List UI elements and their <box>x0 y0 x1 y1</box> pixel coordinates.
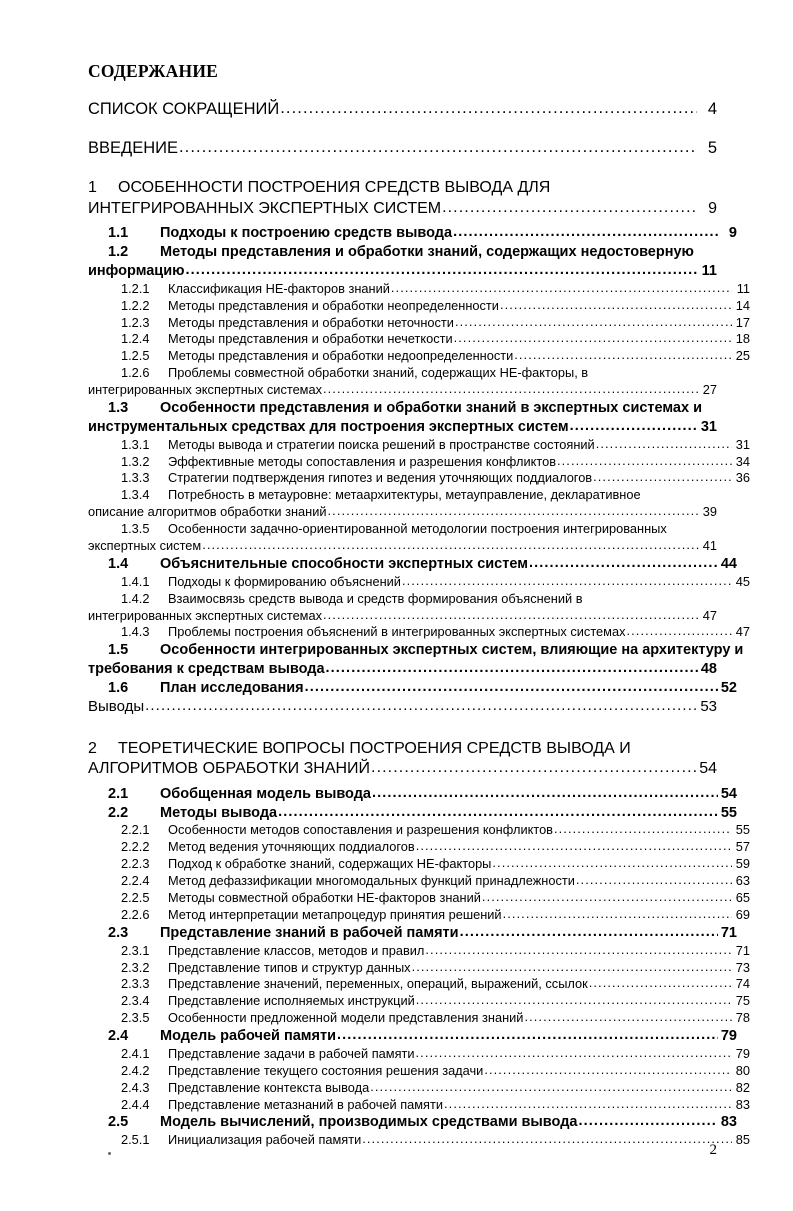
toc-entry-1-6[interactable] <box>108 679 737 698</box>
toc-chapter-heading-2[interactable] <box>88 739 717 780</box>
page-number: 4 <box>707 100 717 119</box>
entry-title: Представление текущего состояния решения задачи <box>168 1062 484 1078</box>
entry-number: 2.3.3 <box>121 976 150 992</box>
toc-entry-conclusion-1[interactable] <box>88 698 717 715</box>
dot-leader <box>412 959 732 976</box>
dot-leader <box>391 280 732 297</box>
toc-entry-2-4-1[interactable] <box>121 1046 750 1063</box>
toc-entry-1-4-1[interactable] <box>121 574 750 591</box>
page-number: 25 <box>735 348 750 364</box>
dot-leader <box>425 942 732 959</box>
toc-entry-1-3-5[interactable] <box>88 521 750 555</box>
entry-number: 1.2 <box>108 244 129 261</box>
page-number: 48 <box>700 661 717 678</box>
front-matter-list <box>88 100 717 158</box>
page-number: 34 <box>735 453 750 469</box>
dot-leader <box>442 198 697 218</box>
entry-number: 1.2.4 <box>121 331 150 347</box>
entry-title: Проблемы совместной обработки знаний, содержащих НЕ-факторы, в <box>168 365 589 381</box>
entry-number: 2.2.5 <box>121 890 150 905</box>
entry-number: 1.4 <box>108 555 129 572</box>
entry-title: Модель рабочей памяти <box>160 1028 336 1045</box>
entry-number: 2.3.1 <box>121 942 150 958</box>
page-number: 18 <box>735 331 750 347</box>
dot-leader <box>557 453 732 470</box>
entry-title: Взаимосвязь средств вывода и средств формирования объяснений в <box>168 590 583 606</box>
entry-title: Методы представления и обработки нечеткости <box>168 331 453 347</box>
page-number: 59 <box>735 856 750 872</box>
entry-number: 2.3 <box>108 924 129 941</box>
page-number: 82 <box>735 1079 750 1095</box>
entry-number: 1.3 <box>108 399 129 416</box>
entry-title-continued: экспертных систем <box>88 537 202 553</box>
entry-title: Представление метазнаний в рабочей памяти <box>168 1096 444 1112</box>
page-number: 55 <box>720 804 737 821</box>
dot-leader <box>578 1112 718 1131</box>
page-number: 63 <box>735 873 750 889</box>
toc-entry-2-4-4[interactable] <box>121 1097 750 1114</box>
dot-leader <box>305 678 718 697</box>
entry-number: 1.2.3 <box>121 314 150 330</box>
entry-title: Представление исполняемых инструкций <box>168 993 415 1009</box>
page-number: 27 <box>702 382 717 398</box>
dot-leader <box>570 417 698 436</box>
entry-number: 1.5 <box>108 642 129 659</box>
dot-leader <box>482 889 732 906</box>
entry-title: План исследования <box>160 679 304 696</box>
chapter-title-line1: ОСОБЕННОСТИ ПОСТРОЕНИЯ СРЕДСТВ ВЫВОДА ДЛЯ <box>118 179 551 197</box>
toc-entry-2-2[interactable] <box>108 804 737 823</box>
page-number: 54 <box>720 785 737 802</box>
toc-entry-2-2-5[interactable] <box>121 890 750 907</box>
dot-leader <box>278 803 718 822</box>
entry-title: СПИСОК СОКРАЩЕНИЙ <box>88 100 280 119</box>
page-number: 65 <box>735 890 750 905</box>
dot-leader <box>589 975 732 992</box>
page-number: 9 <box>708 199 717 217</box>
entry-title: Методы представления и обработки неточности <box>168 314 454 330</box>
dot-leader <box>514 347 732 364</box>
toc-entry-1-3-1[interactable] <box>121 437 750 454</box>
dot-leader <box>372 784 718 803</box>
entry-number: 2.3.4 <box>121 993 150 1009</box>
page-number: 11 <box>736 280 750 296</box>
dot-leader <box>323 607 699 624</box>
page-number: 17 <box>735 314 750 330</box>
page-number: 5 <box>707 139 717 158</box>
dot-leader <box>179 138 697 157</box>
entry-title: Особенности представления и обработки знаний в экспертных системах и <box>160 399 703 416</box>
page-number: 31 <box>735 436 750 452</box>
chapter-number: 1 <box>88 179 97 197</box>
entry-number: 1.2.1 <box>121 280 150 296</box>
entry-title: Представление типов и структур данных <box>168 959 411 975</box>
toc-entry-2-3-2[interactable] <box>121 960 750 977</box>
page-number: 78 <box>735 1010 750 1026</box>
page-number: 79 <box>735 1045 750 1061</box>
page-number: 14 <box>735 297 750 313</box>
dot-leader <box>524 1009 732 1026</box>
entry-number: 2.1 <box>108 785 129 802</box>
entry-number: 2.2.3 <box>121 856 150 872</box>
page-number: 9 <box>728 225 737 242</box>
page-number: 45 <box>735 573 750 589</box>
toc-entry-1-4[interactable] <box>108 555 737 574</box>
dot-leader <box>186 261 698 280</box>
dot-leader <box>371 758 697 778</box>
entry-number: 1.4.2 <box>121 590 150 606</box>
entry-number: 2.2.1 <box>121 822 150 838</box>
entry-title: Представление задачи в рабочей памяти <box>168 1045 415 1061</box>
entry-title: Представление значений, переменных, операций, выражений, ссылок <box>168 976 588 992</box>
toc-entry-2-2-6[interactable] <box>121 907 750 924</box>
entry-title: Проблемы построения объяснений в интегрированных экспертных системах <box>168 624 626 640</box>
entry-number: 1.4.3 <box>121 624 150 640</box>
toc-entry-front-0[interactable] <box>88 100 717 119</box>
page-number: 36 <box>735 470 750 486</box>
toc-entry-2-3-1[interactable] <box>121 943 750 960</box>
entry-number: 2.5.1 <box>121 1132 150 1148</box>
dot-leader <box>453 223 718 242</box>
page-number: 71 <box>720 924 737 941</box>
dot-leader <box>416 992 732 1009</box>
dot-leader <box>596 436 732 453</box>
chapter-number: 2 <box>88 739 97 757</box>
entry-title: Обобщенная модель вывода <box>160 785 371 802</box>
entry-number: 1.2.2 <box>121 297 150 313</box>
toc-entry-2-2-1[interactable] <box>121 822 750 839</box>
entry-title-continued: интегрированных экспертных системах <box>88 607 322 623</box>
entry-number: 2.4.1 <box>121 1045 150 1061</box>
page-number: 47 <box>702 607 717 623</box>
entry-number: 2.2.4 <box>121 873 150 889</box>
dot-leader <box>503 906 732 923</box>
toc-entry-2-4-3[interactable] <box>121 1080 750 1097</box>
page-number: 54 <box>699 760 717 778</box>
entry-title-continued: описание алгоритмов обработки знаний <box>88 504 327 520</box>
entry-number: 1.3.3 <box>121 470 150 486</box>
page-number: 83 <box>735 1096 750 1112</box>
entry-title: Подходы к построению средств вывода <box>160 225 453 242</box>
entry-number: 1.3.5 <box>121 521 150 537</box>
page-number: 73 <box>735 959 750 975</box>
dot-leader <box>529 554 718 573</box>
entry-title: Методы представления и обработки знаний, содержащих недостоверную <box>160 244 694 261</box>
page-number: 74 <box>735 976 750 992</box>
page-number: 53 <box>700 697 717 715</box>
dot-leader <box>454 330 732 347</box>
entry-number: 1.6 <box>108 679 129 696</box>
entry-title: Методы вывода и стратегии поиска решений в пространстве состояний <box>168 436 595 452</box>
toc-entry-1-2-4[interactable] <box>121 331 750 348</box>
entry-title: Представление контекста вывода <box>168 1079 370 1095</box>
toc-entry-1-2-5[interactable] <box>121 348 750 365</box>
entry-title: Особенности интегрированных экспертных систем, влияющие на архитектуру и <box>160 642 744 659</box>
dot-leader <box>444 1096 732 1113</box>
entry-number: 2.4.3 <box>121 1079 150 1095</box>
dot-leader <box>337 1026 718 1045</box>
entry-number: 1.3.1 <box>121 436 150 452</box>
entry-title: Эффективные методы сопоставления и разрешения конфликтов <box>168 453 556 469</box>
entry-title: Подходы к формированию объяснений <box>168 573 401 589</box>
toc-entry-1-2-3[interactable] <box>121 315 750 332</box>
entry-title: Метод ведения уточняющих поддиалогов <box>168 839 415 855</box>
dot-leader <box>416 1045 732 1062</box>
entry-number: 2.4 <box>108 1028 129 1045</box>
entry-title-continued: требования к средствам вывода <box>88 661 325 678</box>
entry-title: Методы вывода <box>160 804 278 821</box>
page-number: 75 <box>735 993 750 1009</box>
entry-title: Потребность в метауровне: метаархитектуры, метауправление, декларативное <box>168 487 641 503</box>
dot-leader <box>484 1062 732 1079</box>
dot-leader <box>280 99 697 118</box>
entry-number: 1.2.6 <box>121 365 150 381</box>
toc-entry-2-5[interactable] <box>108 1113 737 1132</box>
toc-content <box>88 61 750 1149</box>
toc-entry-2-1[interactable] <box>108 785 737 804</box>
dot-leader <box>328 503 699 520</box>
entry-title: Особенности предложенной модели представления знаний <box>168 1010 524 1026</box>
entry-title-continued: интегрированных экспертных системах <box>88 382 322 398</box>
entry-number: 2.2 <box>108 804 129 821</box>
entry-title: ВВЕДЕНИЕ <box>88 139 178 158</box>
entry-title: Выводы <box>88 697 145 715</box>
dot-leader <box>416 838 732 855</box>
page-number: 83 <box>720 1114 737 1131</box>
page-number: 47 <box>735 624 750 640</box>
dot-leader <box>323 381 699 398</box>
footer-page-number: 2 <box>709 1142 717 1158</box>
entry-title: Методы представления и обработки недоопределенности <box>168 348 514 364</box>
dot-leader <box>492 855 732 872</box>
toc-entry-2-3-4[interactable] <box>121 993 750 1010</box>
dot-leader <box>593 469 732 486</box>
toc-entry-1-5[interactable] <box>88 641 744 679</box>
entry-number: 2.3.2 <box>121 959 150 975</box>
toc-entry-2-2-4[interactable] <box>121 873 750 890</box>
page-number: 69 <box>735 906 750 922</box>
entry-number: 2.4.2 <box>121 1062 150 1078</box>
entry-number: 2.4.4 <box>121 1096 150 1112</box>
entry-title: Классификация НЕ-факторов знаний <box>168 280 390 296</box>
chapter-2-entries <box>88 785 750 1149</box>
entry-number: 2.3.5 <box>121 1010 150 1026</box>
entry-title: Представление классов, методов и правил <box>168 942 425 958</box>
entry-title-continued: информацию <box>88 262 185 279</box>
toc-entry-1-2-2[interactable] <box>121 298 750 315</box>
toc-entry-front-1[interactable] <box>88 139 717 158</box>
page-number: 52 <box>720 679 737 696</box>
dot-leader <box>460 923 718 942</box>
dot-leader <box>145 697 697 714</box>
entry-number: 1.2.5 <box>121 348 150 364</box>
dot-leader <box>576 872 732 889</box>
entry-title: Метод дефаззификации многомодальных функций принадлежности <box>168 873 575 889</box>
toc-entry-2-3[interactable] <box>108 924 737 943</box>
entry-title: Модель вычислений, производимых средствами вывода <box>160 1114 578 1131</box>
entry-title: Подход к обработке знаний, содержащих НЕ-факторы <box>168 856 492 872</box>
toc-entry-1-4-2[interactable] <box>88 590 750 625</box>
chapter-1-entries <box>88 224 750 698</box>
entry-title-continued: инструментальных средствах для построения экспертных систем <box>88 418 569 435</box>
page-number: 79 <box>720 1028 737 1045</box>
entry-title: Стратегии подтверждения гипотез и ведения уточняющих поддиалогов <box>168 470 593 486</box>
toc-entry-1-2-6[interactable] <box>88 365 750 399</box>
entry-number: 2.2.6 <box>121 906 150 922</box>
toc-entry-1-3[interactable] <box>88 399 737 437</box>
entry-number: 2.5 <box>108 1114 129 1131</box>
entry-title: Методы совместной обработки НЕ-факторов знаний <box>168 890 481 905</box>
page-number: 55 <box>735 822 750 838</box>
toc-entry-2-4-2[interactable] <box>121 1063 750 1080</box>
toc-entry-1-3-3[interactable] <box>121 470 750 487</box>
entry-number: 1.3.2 <box>121 453 150 469</box>
entry-title: Особенности методов сопоставления и разрешения конфликтов <box>168 822 553 838</box>
dot-leader <box>326 659 698 678</box>
entry-number: 2.2.2 <box>121 839 150 855</box>
entry-title: Объяснительные способности экспертных систем <box>160 555 528 572</box>
page-number: 11 <box>701 262 717 279</box>
dot-leader <box>500 297 732 314</box>
chapter-title-line1: ТЕОРЕТИЧЕСКИЕ ВОПРОСЫ ПОСТРОЕНИЯ СРЕДСТВ ВЫВОДА И <box>118 739 631 757</box>
page-number: 31 <box>700 418 717 435</box>
toc-entry-1-1[interactable] <box>108 224 737 243</box>
dot-leader <box>370 1079 732 1096</box>
entry-title: Метод интерпретации метапроцедур принятия решений <box>168 906 502 922</box>
entry-number: 1.1 <box>108 225 129 242</box>
chapter-title-line2: ИНТЕГРИРОВАННЫХ ЭКСПЕРТНЫХ СИСТЕМ <box>88 199 442 217</box>
toc-entry-1-3-4[interactable] <box>88 487 750 521</box>
entry-title: Методы представления и обработки неопределенности <box>168 297 499 313</box>
dot-leader <box>554 821 732 838</box>
page-number: 80 <box>735 1062 750 1078</box>
toc-entry-2-3-5[interactable] <box>121 1010 750 1027</box>
page-title: СОДЕРЖАНИЕ <box>88 61 219 81</box>
entry-number: 1.3.4 <box>121 487 150 503</box>
dot-leader <box>455 314 732 331</box>
entry-title: Особенности задачно-ориентированной методологии построения интегрированных <box>168 521 667 537</box>
chapter-title-line2: АЛГОРИТМОВ ОБРАБОТКИ ЗНАНИЙ <box>88 760 371 778</box>
entry-title: Инициализация рабочей памяти <box>168 1132 362 1148</box>
toc-chapter-heading-1[interactable] <box>88 178 717 219</box>
toc-entry-1-3-2[interactable] <box>121 454 750 471</box>
toc-entry-2-3-3[interactable] <box>121 976 750 993</box>
page-number: 71 <box>735 942 750 958</box>
toc-entry-1-2-1[interactable] <box>121 281 750 298</box>
entry-title: Представление знаний в рабочей памяти <box>160 924 459 941</box>
toc-entry-1-4-3[interactable] <box>121 624 750 641</box>
dot-leader <box>626 623 732 640</box>
page-number: 85 <box>735 1132 750 1148</box>
toc-entry-2-4[interactable] <box>108 1027 737 1046</box>
page-number: 44 <box>720 555 737 572</box>
dot-leader <box>402 573 732 590</box>
toc-entry-2-2-2[interactable] <box>121 839 750 856</box>
dot-leader <box>202 537 699 554</box>
page-number: 41 <box>702 537 717 553</box>
entry-number: 1.4.1 <box>121 573 150 589</box>
page-number: 39 <box>702 504 717 520</box>
toc-entry-2-2-3[interactable] <box>121 856 750 873</box>
page-number: 57 <box>735 839 750 855</box>
toc-entry-1-2[interactable] <box>88 243 737 281</box>
